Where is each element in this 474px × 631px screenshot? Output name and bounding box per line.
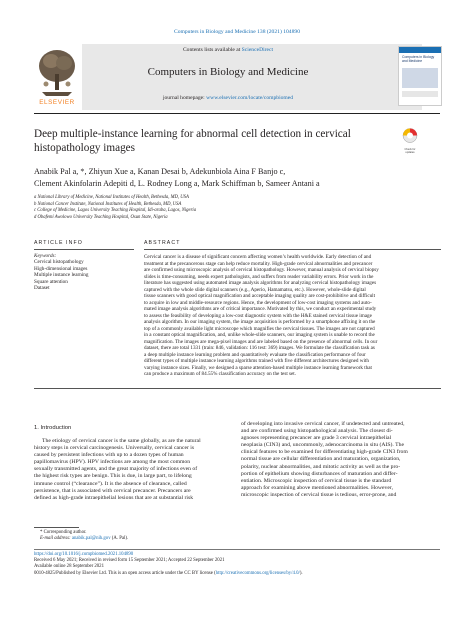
abstract-line: tissue scanners with good optical magnification and acceptable imaging quality are cost-prohibitive and difficult [144,293,376,300]
abstract-end-rule [34,388,441,389]
abstract-line: can produce a maximum of 84.55% classification accuracy on the test set. [144,371,297,378]
sciencedirect-link[interactable]: ScienceDirect [241,47,274,53]
title-line: histopathology images [34,141,135,154]
title-line: Deep multiple-instance learning for abnormal cell detection in cervical [34,128,351,140]
paragraph-line: neoplasia (CIN3) and, uncommonly, adenocarcinoma in situ (AIS). The [241,442,404,449]
doi-link[interactable]: https://doi.org/10.1016/j.compbiomed.2021.104890 [34,552,134,557]
paragraph-line: and are confirmed using histopathological analysis. The closest di- [241,428,393,435]
paragraph-line: history steps in cervical carcinogenesis. Universally, cervical cancer is [34,445,195,452]
homepage-prefix: journal homepage: [162,95,207,101]
keywords-label: Keywords: [34,253,57,259]
abstract-line: mated image analysis algorithms are of critical importance. Motivated by this, we conduct an experimental study [144,306,377,313]
abstract-line: captured with the whole slide digital scanners (e.g., Aperio, Hamamatsu, etc.). However, whole-slide digital [144,286,366,293]
affiliation: a National Library of Medicine, National Institutes of Health, Bethesda, MD, USA [34,195,189,200]
author-list [34,166,394,189]
paragraph-line: normal tissue are cellular differentiation and maturation, organization, [241,456,401,463]
keywords-block [34,253,134,291]
journal-cover-thumbnail [398,46,442,106]
keyword: Dataset [34,285,50,292]
affiliation: c College of Medicine, Lagos University Teaching Hospital, Idi-araba, Lagos, Nigeria [34,208,197,214]
author-email-link[interactable]: anabik.pal@nih.gov [71,536,111,542]
license-suffix: ). [299,570,303,576]
article-info-rule [34,249,134,250]
paragraph-line: approach for examining above mentioned abnormalities. However, [241,484,394,491]
journal-citation[interactable]: Computers in Biology and Medicine 138 (2021) 104890 [173,29,300,35]
introduction-heading: 1. Introduction [34,425,72,431]
homepage-line [82,95,374,101]
paragraph-line: immune control (“clearance”). It is the absence of clearance, called [34,480,187,487]
cover-title: Computers in Biology and Medicine [402,55,435,63]
keyword: Multiple instance learning [34,272,89,279]
abstract-line: in a constant optical magnification, and, unlike whole-slide scanners, our imaging system is unable to record the [144,332,375,339]
paragraph-line: sexually transmitted agents, and the great majority of infections even of [34,466,198,473]
abstract-line: literature has suggested using automated image analysis algorithms for analyzing cervical histopathology images [144,280,377,287]
license-link[interactable]: http://creativecommons.org/licenses/by/4.0/ [215,570,300,576]
keyword: Cervical histopathology [34,259,84,266]
email-suffix: (A. Pal). [110,536,129,542]
affiliation: b National Cancer Institute, National Institutes of Health, Bethesda, MD, USA [34,201,182,207]
corresponding-author-note: * Corresponding author. [40,530,87,535]
header-rule [34,113,440,114]
abstract-line: top of a commonly available light microscope which magnifies the cervical tissues. The images are not captured [144,325,375,332]
paragraph-line: defined as high-grade intraepithelial lesions that are at substantial risk [34,494,194,501]
affiliation: d Obafemi Awolowo University Teaching Hospital, Osun State, Nigeria [34,214,168,220]
abstract-heading: ABSTRACT [144,240,181,246]
abstract-rule [144,249,441,250]
abstract-line: slides is time-consuming, needs expert pathologists, and suffers from reader variability errors. Prior work in the [144,273,374,280]
paragraph-line: microscopic inspection of cervical tissue is tedious, error-prone, and [241,491,397,498]
elsevier-tree-logo [34,44,80,98]
doi-rule [34,549,440,550]
received-dates: Received 6 May 2021; Received in revised form 15 September 2021; Accepted 22 September 2021 [34,558,225,564]
paragraph-line: clinical features to be examined for differentiating high-grade CIN3 from [241,449,408,456]
paragraph-line: entiation. Microscopic inspection of cervical tissue is the standard [241,477,392,484]
footnotes [34,530,334,542]
intro-left-column [34,438,234,502]
abstract-line: are confirmed using microscopic analysis of cervical histopathology. However, manual analysis of cervical biopsy [144,267,379,274]
paragraph-line: of developing into invasive cervical cancer, if undetected and untreated, [241,421,405,427]
paragraph-line: papillomavirus (HPV). HPV infections are among the most common [34,459,191,466]
article-title [34,128,374,155]
paragraph-line: polarity, nuclear abnormalities, and mitotic activity as well as the pro- [241,463,401,470]
email-line [34,536,334,542]
article-info-heading: ARTICLE INFO [34,240,83,246]
abstract-line: to assess the feasibility of developing a low-cost diagnostic system with the H&E stained cervical tissue image [144,312,372,319]
footnote-rule [34,527,79,528]
abstract-line: dataset, there are total 1331 (train: 846, validation: 116 test: 369) images. We formulate the classification task as [144,345,375,352]
contents-prefix: Contents lists available at [182,47,242,53]
paragraph-line: the highest risk types are benign. This is due, in large part, to lifelong [34,473,192,480]
email-label: E-mail address: [40,536,72,542]
check-for-updates-badge[interactable] [400,128,420,154]
authors-line: Clement Akinfolarin Adepiti d, L. Rodney Long a, Mark Schiffman b, Sameer Antani a [34,178,320,188]
publisher-name: ELSEVIER [39,99,75,106]
keyword: High-dimensional images [34,265,88,272]
keyword: Square attention [34,278,68,285]
abstract-body [144,254,441,378]
contents-line [82,47,374,53]
crossmark-icon [400,128,420,143]
available-online: Available online 28 September 2021 [34,564,104,570]
publication-info [34,552,440,577]
abstract-line: a deep multiple instance learning problem and quantitatively evaluate the classification performance of four [144,351,366,358]
paragraph-line: caused by persistent infections with up to a dozen types of human [34,452,184,459]
abstract-line: Cervical cancer is a disease of significant concern affecting women’s health worldwide. Early detection of and [144,254,372,260]
crossmark-label: Check for updates [404,148,416,154]
license-line [34,571,440,577]
abstract-line: magnification. The images are mega-pixel images and are labeled based on the presence of abnormal cells. In our [144,338,378,345]
journal-homepage-link[interactable]: www.elsevier.com/locate/compbiomed [206,95,294,101]
abstract-line: analysis algorithm. In our imaging system, the image acquisition is performed by a smartphone affixing it on the [144,319,376,326]
paragraph-line: portion of epithelium showing disturbances of maturation and differ- [241,470,398,477]
intro-right-column [241,421,441,499]
abstract-line: varying instance sizes. Finally, we designed a sparse attention-based multiple instance learning framework that [144,364,372,371]
authors-line: Anabik Pal a, *, Zhiyun Xue a, Kanan Desai b, Adekunbiola Aina F Banjo c, [34,167,286,176]
journal-title: Computers in Biology and Medicine [147,66,309,78]
paragraph-line: agnoses representing precancer are grade 3 cervical intraepithelial [241,435,392,442]
abstract-line: different types of multiple instance learning algorithms trained with five different architectures designed with [144,358,369,365]
license-prefix: 0010-4825/Published by Elsevier Ltd. This is an open access article under the CC BY license ( [34,570,216,576]
paragraph-line: persistence, that is associated with cervical precancer. Precancers are [34,487,191,494]
abstract-line: treatment at the precancerous stage can help reduce mortality. High-grade cervical abnormalities and precancer [144,260,373,267]
abstract-line: to acquire in low and middle-resource regions. Hence, the development of low-cost imaging systems and auto- [144,299,372,306]
affiliations [34,195,334,221]
journal-header [34,44,440,110]
paragraph-line: The etiology of cervical cancer is the same globally, as are the natural [42,438,201,444]
